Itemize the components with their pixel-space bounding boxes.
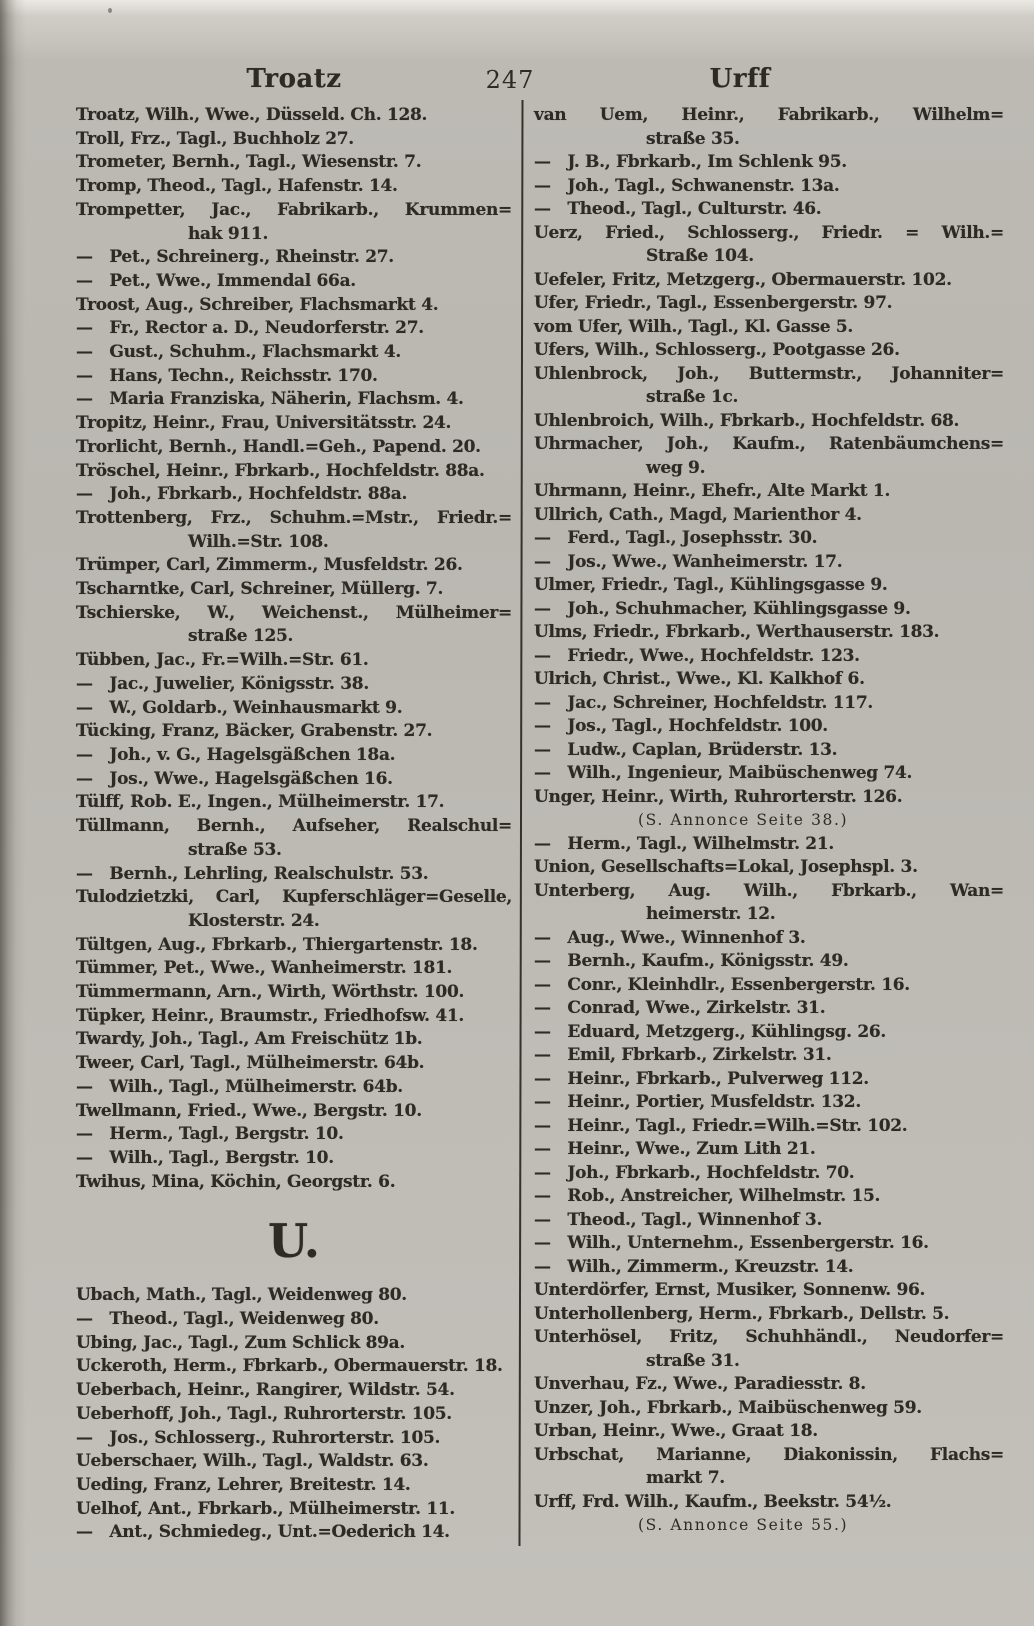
directory-entry-line: Ulrich, Christ., Wwe., Kl. Kalkhof 6.	[534, 669, 865, 689]
directory-entry-line: — Conr., Kleinhdlr., Essenbergerstr. 16.	[534, 974, 910, 995]
directory-entry-line: — Pet., Schreinerg., Rheinstr. 27.	[76, 247, 394, 268]
directory-entry-line: Ulmer, Friedr., Tagl., Kühlingsgasse 9.	[534, 575, 888, 595]
directory-entry-line: — Wilh., Unternehm., Essenbergerstr. 16.	[534, 1233, 929, 1253]
directory-entry-line: Tulodzietzki, Carl, Kupferschläger=Geselle,	[76, 887, 512, 908]
directory-entry-line: Unterberg, Aug. Wilh., Fbrkarb., Wan=	[534, 880, 1004, 901]
directory-entry-line: Urff, Frd. Wilh., Kaufm., Beekstr. 54½.	[534, 1491, 892, 1512]
directory-entry-line: Unzer, Joh., Fbrkarb., Maibüschenweg 59.	[534, 1397, 922, 1418]
directory-entry-line: Tropitz, Heinr., Frau, Universitätsstr. 24.	[76, 413, 452, 434]
directory-entry-line: Uhlenbroich, Wilh., Fbrkarb., Hochfeldstr. 68.	[534, 410, 960, 431]
directory-entry-line: Tübben, Jac., Fr.=Wilh.=Str. 61.	[76, 650, 369, 671]
directory-entry-line: — Ant., Schmiedeg., Unt.=Oederich 14.	[76, 1522, 450, 1543]
directory-entry-line: — Wilh., Ingenieur, Maibüschenweg 74.	[534, 763, 913, 783]
scan-top-edge	[0, 0, 1034, 16]
scan-left-edge	[0, 0, 26, 1626]
column-divider-rule	[518, 100, 523, 1546]
page-number: 247	[485, 66, 535, 94]
header-catchword-right: Urff	[709, 64, 771, 94]
directory-entry-line: Ufer, Friedr., Tagl., Essenbergerstr. 97.	[534, 293, 893, 313]
directory-entry-line: Unger, Heinr., Wirth, Ruhrorterstr. 126.	[534, 786, 903, 807]
directory-entry-line: — Aug., Wwe., Winnenhof 3.	[534, 927, 806, 948]
directory-entry-line: straße 31.	[646, 1350, 740, 1371]
scan-speck	[108, 8, 112, 13]
directory-entry-line: Troatz, Wilh., Wwe., Düsseld. Ch. 128.	[76, 105, 428, 125]
directory-entry-line: — Eduard, Metzgerg., Kühlingsg. 26.	[534, 1021, 886, 1042]
directory-entry-line: Twardy, Joh., Tagl., Am Freischütz 1b.	[76, 1029, 423, 1050]
directory-entry-line: — Wilh., Tagl., Mülheimerstr. 64b.	[76, 1076, 403, 1097]
directory-entry-line: Tromp, Theod., Tagl., Hafenstr. 14.	[76, 176, 398, 197]
directory-entry-line: — Bernh., Kaufm., Königsstr. 49.	[534, 951, 849, 971]
directory-entry-line: — Maria Franziska, Näherin, Flachsm. 4.	[76, 389, 464, 410]
directory-entry-line: — Rob., Anstreicher, Wilhelmstr. 15.	[534, 1186, 881, 1206]
directory-entry-line: Uhlenbrock, Joh., Buttermstr., Johanniter=	[534, 363, 1004, 384]
directory-entry-line: — Joh., Fbrkarb., Hochfeldstr. 70.	[534, 1162, 855, 1183]
directory-entry-line: Uhrmann, Heinr., Ehefr., Alte Markt 1.	[534, 481, 891, 501]
directory-entry-line: Tültgen, Aug., Fbrkarb., Thiergartenstr. 18.	[76, 934, 478, 955]
directory-entry-line: — Theod., Tagl., Weidenweg 80.	[76, 1309, 379, 1330]
directory-entry-line: — Joh., Tagl., Schwanenstr. 13a.	[534, 175, 840, 196]
directory-entry-line: Unterdörfer, Ernst, Musiker, Sonnenw. 96.	[534, 1280, 926, 1300]
directory-entry-line: Tüllmann, Bernh., Aufseher, Realschul=	[76, 816, 512, 837]
directory-entry-line: Tümmermann, Arn., Wirth, Wörthstr. 100.	[76, 982, 465, 1003]
directory-entry-line: Tülff, Rob. E., Ingen., Mülheimerstr. 17.	[76, 792, 445, 813]
section-letter: U.	[268, 1214, 320, 1269]
directory-entry-line: Ueding, Franz, Lehrer, Breitestr. 14.	[76, 1474, 411, 1495]
directory-entry-line: Klosterstr. 24.	[188, 910, 320, 931]
annonce-reference-line: (S. Annonce Seite 55.)	[638, 1516, 849, 1534]
directory-entry-line: — Hans, Techn., Reichsstr. 170.	[76, 365, 378, 386]
directory-entry-line: — Friedr., Wwe., Hochfeldstr. 123.	[534, 645, 860, 666]
directory-entry-line: Urban, Heinr., Wwe., Graat 18.	[534, 1421, 818, 1441]
directory-entry-line: — Joh., Fbrkarb., Hochfeldstr. 88a.	[76, 484, 408, 505]
directory-entry-line: — Theod., Tagl., Winnenhof 3.	[534, 1209, 823, 1230]
directory-entry-line: Trottenberg, Frz., Schuhm.=Mstr., Friedr.=	[76, 507, 512, 528]
directory-entry-line: Uerz, Fried., Schlosserg., Friedr. = Wilh.=	[534, 222, 1004, 243]
directory-entry-line: straße 125.	[188, 626, 294, 647]
directory-entry-line: — Bernh., Lehrling, Realschulstr. 53.	[76, 863, 429, 884]
directory-entry-line: Tücking, Franz, Bäcker, Grabenstr. 27.	[76, 721, 433, 742]
directory-entry-line: — Jos., Tagl., Hochfeldstr. 100.	[534, 716, 828, 736]
directory-entry-line: Trümper, Carl, Zimmerm., Musfeldstr. 26.	[76, 555, 463, 576]
directory-entry-line: hak 911.	[188, 223, 269, 244]
left-column	[76, 104, 512, 1545]
directory-entry-line: Tschierske, W., Weichenst., Mülheimer=	[76, 602, 512, 623]
directory-entry-line: — Pet., Wwe., Immendal 66a.	[76, 270, 356, 291]
directory-entry-line: Union, Gesellschafts=Lokal, Josephspl. 3.	[534, 857, 918, 877]
directory-entry-line: Wilh.=Str. 108.	[188, 531, 329, 552]
directory-entry-line: — Heinr., Tagl., Friedr.=Wilh.=Str. 102.	[534, 1115, 908, 1136]
directory-entry-line: Urbschat, Marianne, Diakonissin, Flachs=	[534, 1444, 1004, 1465]
directory-entry-line: — Herm., Tagl., Bergstr. 10.	[76, 1124, 344, 1145]
directory-entry-line: Straße 104.	[646, 246, 754, 266]
directory-entry-line: — Heinr., Portier, Musfeldstr. 132.	[534, 1092, 861, 1112]
running-header	[0, 64, 1034, 100]
directory-entry-line: — Jos., Schlosserg., Ruhrorterstr. 105.	[76, 1427, 441, 1448]
right-column	[534, 104, 1004, 1538]
directory-entry-line: Troll, Frz., Tagl., Buchholz 27.	[76, 128, 354, 149]
directory-entry-line: Ubing, Jac., Tagl., Zum Schlick 89a.	[76, 1332, 405, 1353]
directory-entry-line: Unterhollenberg, Herm., Fbrkarb., Dellstr. 5.	[534, 1303, 950, 1324]
directory-entry-line: Tweer, Carl, Tagl., Mülheimerstr. 64b.	[76, 1053, 425, 1074]
directory-entry-line: — Ferd., Tagl., Josephsstr. 30.	[534, 528, 818, 548]
directory-entry-line: van Uem, Heinr., Fabrikarb., Wilhelm=	[534, 105, 1004, 125]
directory-entry-line: Unverhau, Fz., Wwe., Paradiesstr. 8.	[534, 1374, 866, 1394]
directory-entry-line: Twellmann, Fried., Wwe., Bergstr. 10.	[76, 1100, 422, 1121]
directory-entry-line: — Joh., Schuhmacher, Kühlingsgasse 9.	[534, 598, 911, 619]
directory-entry-line: Uhrmacher, Joh., Kaufm., Ratenbäumchens=	[534, 434, 1004, 454]
directory-entry-line: Tscharntke, Carl, Schreiner, Müllerg. 7.	[76, 579, 444, 600]
directory-entry-line: Ueberhoff, Joh., Tagl., Ruhrorterstr. 105.	[76, 1403, 452, 1424]
directory-entry-line: — J. B., Fbrkarb., Im Schlenk 95.	[534, 152, 847, 172]
directory-entry-line: — Gust., Schuhm., Flachsmarkt 4.	[76, 342, 401, 363]
directory-entry-line: — Jac., Juwelier, Königsstr. 38.	[76, 673, 369, 694]
directory-entry-line: — Joh., v. G., Hagelsgäßchen 18a.	[76, 744, 396, 765]
directory-entry-line: Tröschel, Heinr., Fbrkarb., Hochfeldstr. 88a.	[76, 460, 485, 481]
directory-entry-line: — Jos., Wwe., Wanheimerstr. 17.	[534, 551, 843, 572]
directory-entry-line: straße 1c.	[646, 387, 739, 407]
directory-entry-line: weg 9.	[646, 457, 706, 478]
directory-entry-line: — Theod., Tagl., Culturstr. 46.	[534, 199, 822, 219]
directory-entry-line: Trorlicht, Bernh., Handl.=Geh., Papend. 20.	[76, 436, 481, 457]
annonce-reference-line: (S. Annonce Seite 38.)	[638, 811, 849, 829]
directory-entry-line: — Wilh., Tagl., Bergstr. 10.	[76, 1147, 334, 1168]
directory-entry-line: — Jos., Wwe., Hagelsgäßchen 16.	[76, 768, 393, 789]
directory-entry-line: Unterhösel, Fritz, Schuhhändl., Neudorfer=	[534, 1327, 1004, 1347]
directory-entry-line: — Emil, Fbrkarb., Zirkelstr. 31.	[534, 1045, 832, 1065]
directory-entry-line: — Jac., Schreiner, Hochfeldstr. 117.	[534, 692, 873, 713]
directory-entry-line: vom Ufer, Wilh., Tagl., Kl. Gasse 5.	[534, 316, 854, 337]
directory-entry-line: Ueberschaer, Wilh., Tagl., Waldstr. 63.	[76, 1451, 429, 1472]
directory-entry-line: Tüpker, Heinr., Braumstr., Friedhofsw. 41.	[76, 1005, 465, 1026]
directory-entry-line: Troost, Aug., Schreiber, Flachsmarkt 4.	[76, 294, 439, 315]
directory-entry-line: Trometer, Bernh., Tagl., Wiesenstr. 7.	[76, 152, 422, 173]
directory-entry-line: straße 35.	[646, 128, 740, 149]
directory-entry-line: Twihus, Mina, Köchin, Georgstr. 6.	[76, 1171, 396, 1192]
directory-entry-line: straße 53.	[188, 839, 282, 860]
directory-entry-line: Ubach, Math., Tagl., Weidenweg 80.	[76, 1285, 407, 1306]
directory-entry-line: Uckeroth, Herm., Fbrkarb., Obermauerstr. 18.	[76, 1356, 503, 1377]
directory-entry-line: Trompetter, Jac., Fabrikarb., Krummen=	[76, 199, 512, 220]
directory-entry-line: Ulms, Friedr., Fbrkarb., Werthauserstr. 183.	[534, 622, 940, 642]
directory-entry-line: — Fr., Rector a. D., Neudorferstr. 27.	[76, 318, 424, 339]
directory-entry-line: — Ludw., Caplan, Brüderstr. 13.	[534, 739, 838, 760]
header-catchword-left: Troatz	[246, 64, 342, 94]
directory-entry-line: — Heinr., Wwe., Zum Lith 21.	[534, 1139, 816, 1159]
directory-entry-line: markt 7.	[646, 1468, 725, 1488]
directory-entry-line: — Wilh., Zimmerm., Kreuzstr. 14.	[534, 1256, 854, 1277]
directory-entry-line: — Herm., Tagl., Wilhelmstr. 21.	[534, 833, 834, 854]
directory-entry-line: Tümmer, Pet., Wwe., Wanheimerstr. 181.	[76, 958, 453, 979]
directory-entry-line: heimerstr. 12.	[646, 904, 776, 924]
directory-entry-line: Ueberbach, Heinr., Rangirer, Wildstr. 54.	[76, 1380, 455, 1401]
directory-entry-line: Ullrich, Cath., Magd, Marienthor 4.	[534, 504, 862, 525]
directory-entry-line: Ufers, Wilh., Schlosserg., Pootgasse 26.	[534, 340, 900, 360]
directory-entry-line: Uefeler, Fritz, Metzgerg., Obermauerstr. 102.	[534, 269, 952, 290]
directory-entry-line: — Conrad, Wwe., Zirkelstr. 31.	[534, 998, 826, 1018]
directory-entry-line: Uelhof, Ant., Fbrkarb., Mülheimerstr. 11.	[76, 1498, 455, 1519]
directory-entry-line: — W., Goldarb., Weinhausmarkt 9.	[76, 697, 403, 718]
directory-entry-line: — Heinr., Fbrkarb., Pulverweg 112.	[534, 1068, 869, 1089]
